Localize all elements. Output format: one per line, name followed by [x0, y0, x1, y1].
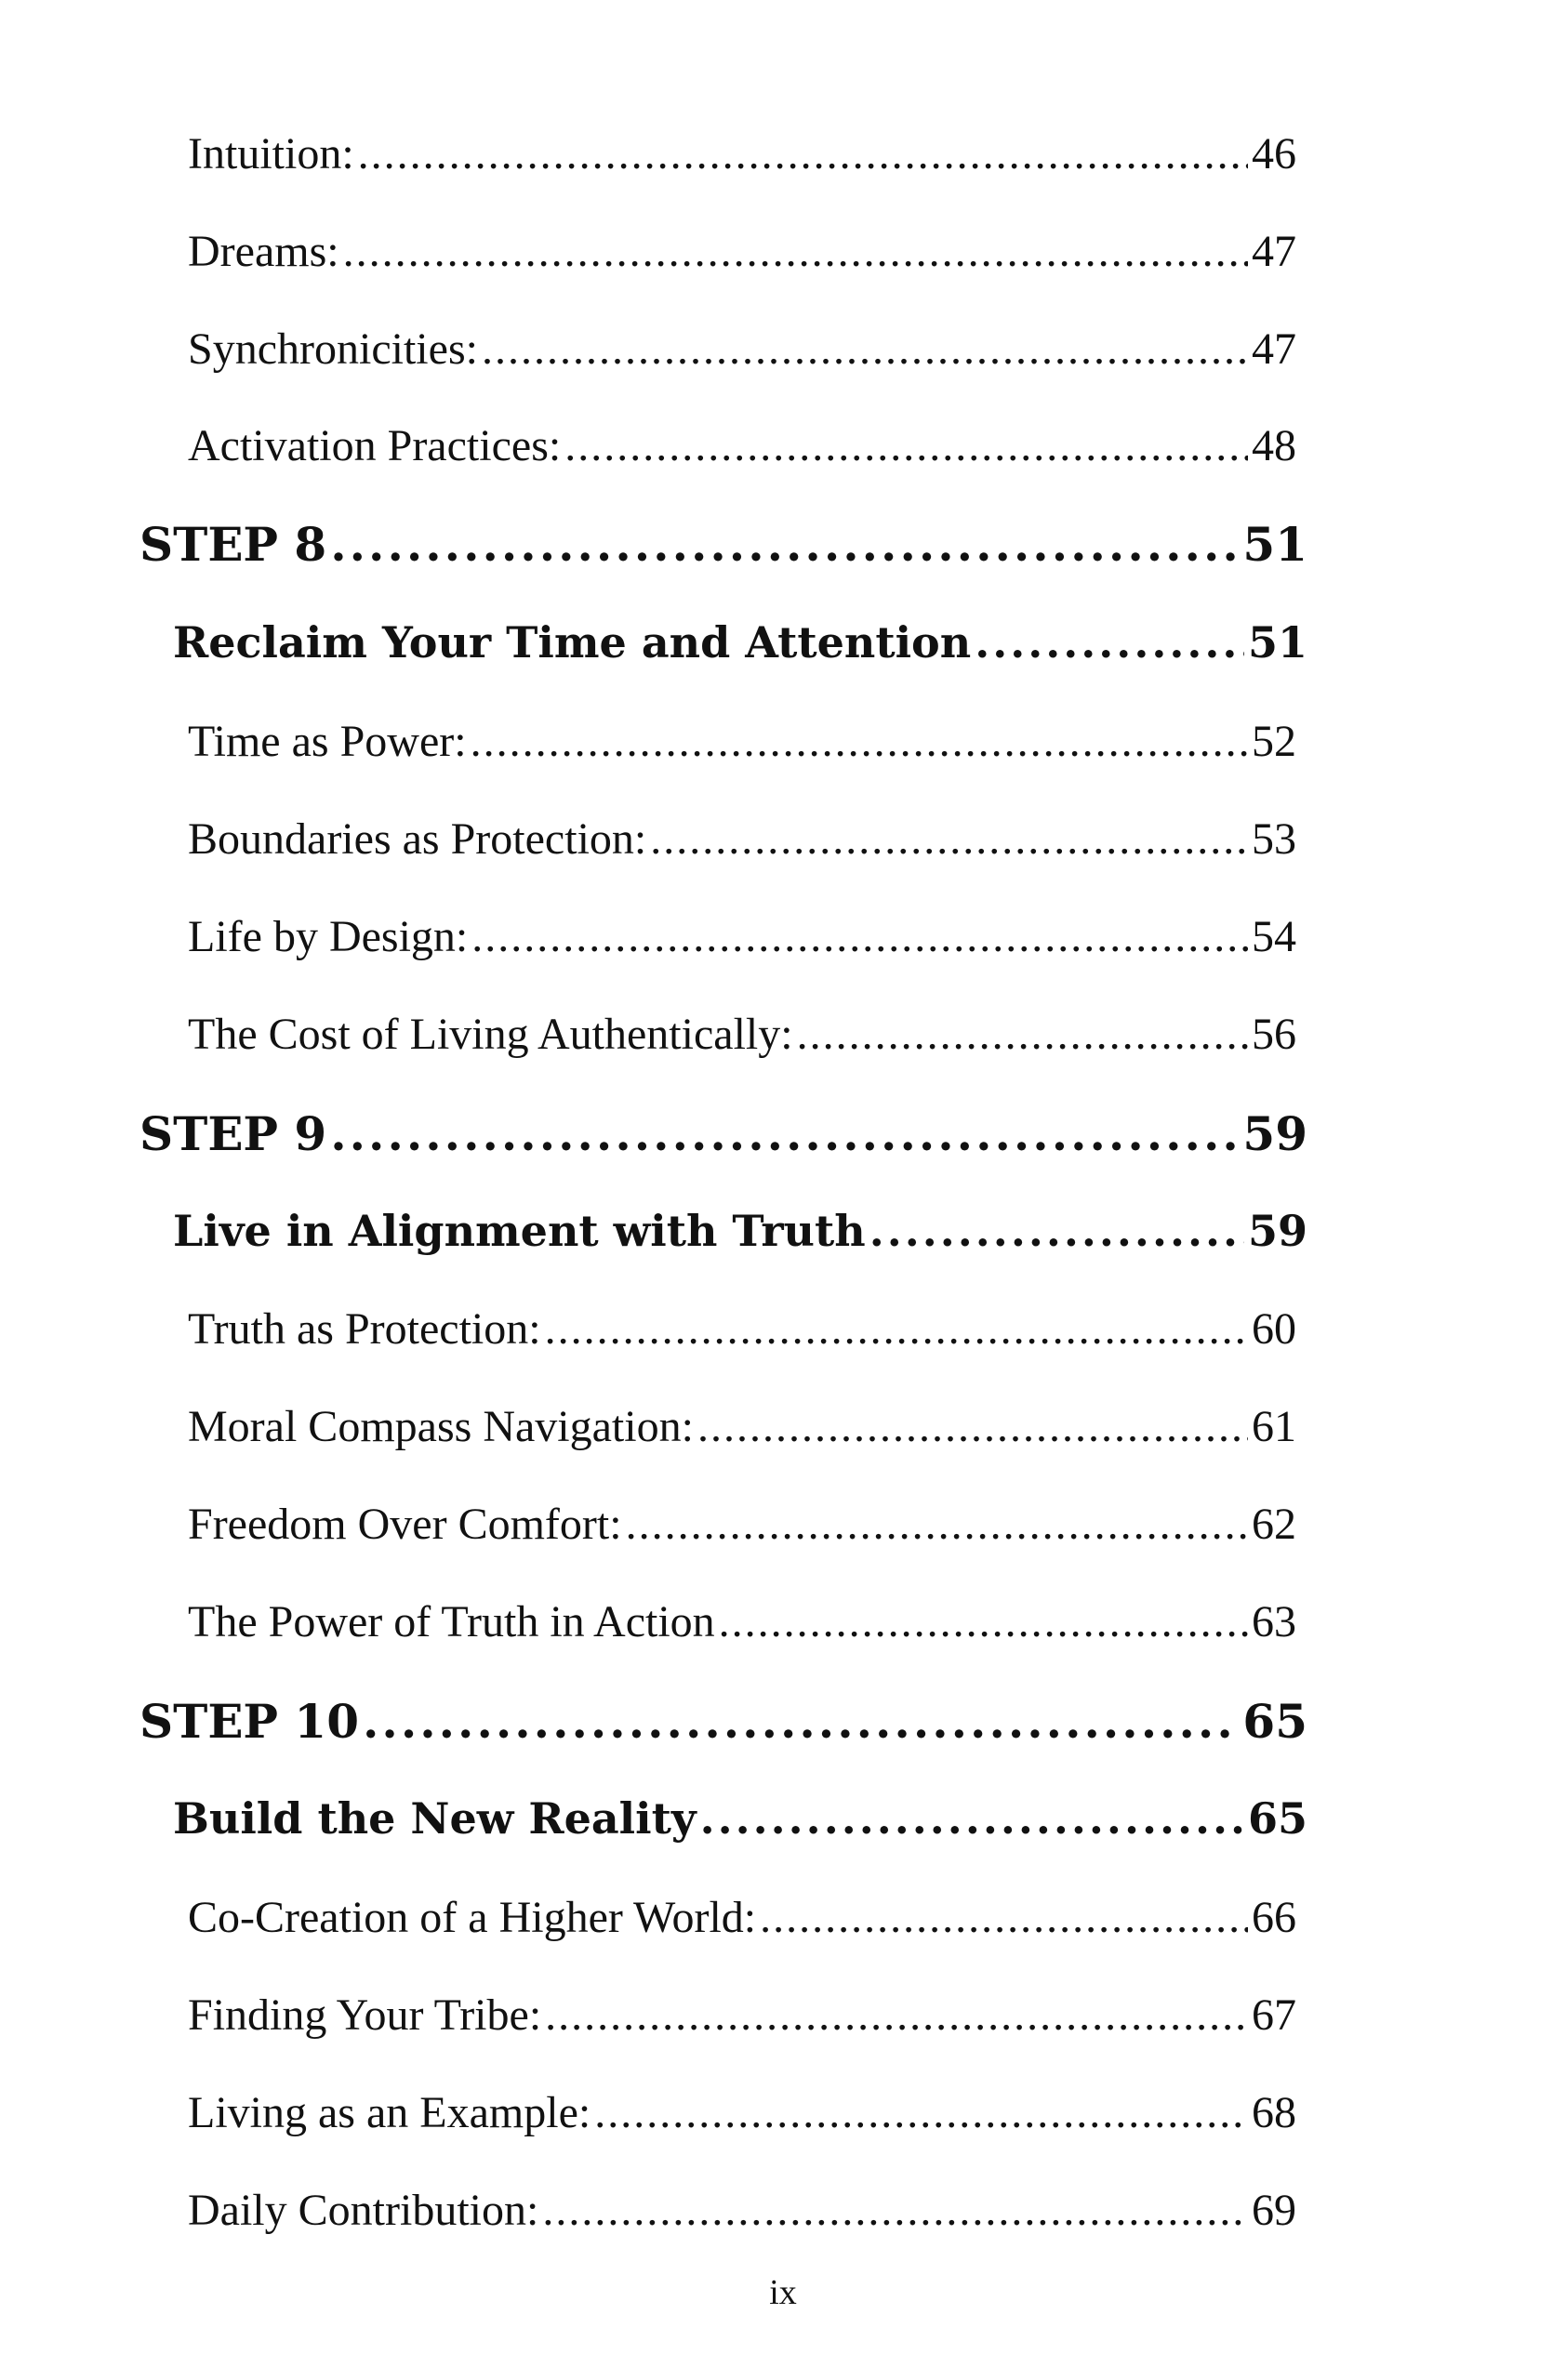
- toc-entry-label: Truth as Protection:: [188, 1304, 541, 1354]
- dot-leader: [545, 1990, 1248, 2041]
- toc-entry-label: The Power of Truth in Action: [188, 1597, 715, 1646]
- dot-leader: [545, 1303, 1248, 1355]
- toc-entry-page: 46: [1252, 129, 1296, 178]
- toc-entry-page: 59: [1242, 1106, 1307, 1161]
- toc-entry-label: Dreams:: [188, 227, 339, 276]
- toc-entry-time-as-power[interactable]: [188, 716, 1296, 767]
- toc-entry-intuition[interactable]: [188, 128, 1296, 179]
- toc-entry-page: 47: [1252, 227, 1296, 276]
- toc-entry-label: Activation Practices:: [188, 421, 562, 470]
- dot-leader: [358, 128, 1248, 179]
- dot-leader: [471, 911, 1248, 962]
- toc-entry-page: 59: [1247, 1206, 1307, 1256]
- toc-entry-page: 53: [1252, 814, 1296, 864]
- toc-entry-label: Boundaries as Protection:: [188, 814, 647, 864]
- toc-entry-label: Life by Design:: [188, 912, 469, 961]
- dot-leader: [343, 226, 1248, 277]
- toc-entry-cost-of-living-authentically[interactable]: [188, 1009, 1296, 1060]
- toc-entry-page: 51: [1247, 617, 1307, 668]
- dot-leader: [542, 2185, 1248, 2236]
- toc-entry-synchronicities[interactable]: [188, 324, 1296, 375]
- dot-leader: [797, 1009, 1248, 1060]
- toc-entry-label: Moral Compass Navigation:: [188, 1402, 694, 1451]
- dot-leader: [363, 1694, 1239, 1749]
- toc-entry-build-the-new-reality[interactable]: [173, 1793, 1307, 1844]
- dot-leader: [975, 617, 1244, 668]
- toc-entry-live-in-alignment[interactable]: [173, 1206, 1307, 1256]
- dot-leader: [697, 1401, 1248, 1452]
- toc-entry-page: 68: [1252, 2088, 1296, 2137]
- toc-entry-life-by-design[interactable]: [188, 911, 1296, 962]
- toc-entry-step-9[interactable]: [139, 1106, 1307, 1161]
- toc-entry-boundaries-as-protection[interactable]: [188, 813, 1296, 865]
- toc-entry-power-of-truth-in-action[interactable]: [188, 1596, 1296, 1647]
- toc-entry-step-10[interactable]: [139, 1694, 1307, 1749]
- toc-entry-page: 48: [1252, 421, 1296, 470]
- toc-entry-step-8[interactable]: [139, 517, 1307, 572]
- toc-entry-freedom-over-comfort[interactable]: [188, 1499, 1296, 1550]
- toc-entry-label: Intuition:: [188, 129, 354, 178]
- dot-leader: [869, 1206, 1244, 1256]
- dot-leader: [330, 1106, 1239, 1161]
- toc-entry-page: 66: [1252, 1893, 1296, 1942]
- toc-entry-co-creation-higher-world[interactable]: [188, 1892, 1296, 1943]
- toc-entry-label: STEP 9: [139, 1106, 327, 1161]
- toc-entry-label: Living as an Example:: [188, 2088, 591, 2137]
- toc-entry-page: 56: [1252, 1010, 1296, 1059]
- toc-entry-page: 65: [1242, 1694, 1307, 1749]
- dot-leader: [719, 1596, 1248, 1647]
- toc-entry-dreams[interactable]: [188, 226, 1296, 277]
- dot-leader: [471, 716, 1248, 767]
- dot-leader: [564, 420, 1248, 471]
- dot-leader: [482, 324, 1248, 375]
- toc-entry-page: 47: [1252, 324, 1296, 374]
- toc-entry-truth-as-protection[interactable]: [188, 1303, 1296, 1355]
- dot-leader: [700, 1793, 1244, 1844]
- dot-leader: [760, 1892, 1248, 1943]
- toc-entry-activation-practices[interactable]: [188, 420, 1296, 471]
- toc-entry-page: 54: [1252, 912, 1296, 961]
- toc-entry-living-as-an-example[interactable]: [188, 2087, 1296, 2138]
- toc-entry-label: Finding Your Tribe:: [188, 1990, 542, 2040]
- toc-entry-label: Co-Creation of a Higher World:: [188, 1893, 757, 1942]
- toc-entry-page: 51: [1242, 517, 1307, 572]
- toc-entry-label: Daily Contribution:: [188, 2186, 539, 2235]
- toc-entry-page: 61: [1252, 1402, 1296, 1451]
- toc-entry-page: 69: [1252, 2186, 1296, 2235]
- dot-leader: [330, 517, 1239, 572]
- toc-entry-finding-your-tribe[interactable]: [188, 1990, 1296, 2041]
- toc-entry-page: 52: [1252, 717, 1296, 766]
- toc-entry-label: STEP 8: [139, 517, 327, 572]
- dot-leader: [594, 2087, 1248, 2138]
- toc-entry-page: 63: [1252, 1597, 1296, 1646]
- toc-entry-label: Build the New Reality: [173, 1793, 697, 1844]
- toc-entry-label: Synchronicities:: [188, 324, 478, 374]
- dot-leader: [626, 1499, 1248, 1550]
- dot-leader: [650, 813, 1248, 865]
- toc-entry-label: Live in Alignment with Truth: [173, 1206, 866, 1256]
- toc-entry-label: Reclaim Your Time and Attention: [173, 617, 972, 668]
- toc-entry-page: 65: [1247, 1793, 1307, 1844]
- toc-entry-label: STEP 10: [139, 1694, 360, 1749]
- toc-entry-label: Time as Power:: [188, 717, 467, 766]
- toc-entry-page: 62: [1252, 1500, 1296, 1549]
- toc-entry-daily-contribution[interactable]: [188, 2185, 1296, 2236]
- toc-entry-label: Freedom Over Comfort:: [188, 1500, 622, 1549]
- toc-entry-moral-compass-navigation[interactable]: [188, 1401, 1296, 1452]
- toc-entry-reclaim-your-time[interactable]: [173, 617, 1307, 668]
- page-number: ix: [769, 2273, 797, 2312]
- toc-entry-page: 67: [1252, 1990, 1296, 2040]
- toc-entry-label: The Cost of Living Authentically:: [188, 1010, 793, 1059]
- toc-entry-page: 60: [1252, 1304, 1296, 1354]
